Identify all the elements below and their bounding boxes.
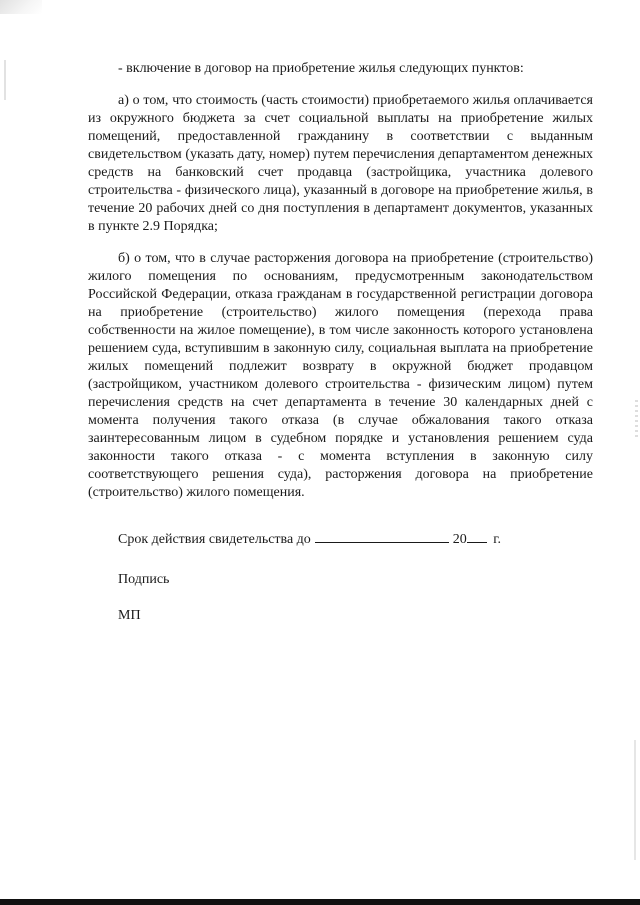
scan-artifact-left-edge — [4, 60, 6, 100]
paragraph-a: а) о том, что стоимость (часть стоимости) приобретаемого жилья оплачивается из окружного бюджета за счет социальной выплаты на приобретение жилых помещений, предоставленной гражданину в соответствии с выданным свидетельством (указать дату, номер) путем перечисления департаментом денежных средств на банковский счет продавца (застройщика, участника долевого строительства - физического лица), указанный в договоре на приобретение жилья, в течение 20 рабочих дней со дня поступления в департамент документов, указанных в пункте 2.9 Порядка; — [88, 93, 593, 234]
scan-artifact-right-edge-lower — [634, 740, 636, 860]
year-blank — [467, 530, 487, 543]
document-body — [88, 60, 593, 625]
scan-artifact-corner — [0, 0, 42, 14]
validity-date-blank — [315, 530, 449, 543]
year-prefix: 20 — [452, 532, 467, 547]
scan-artifact-bottom-edge — [0, 899, 640, 905]
stamp-label: МП — [118, 608, 141, 623]
intro-line: - включение в договор на приобретение жилья следующих пунктов: — [118, 61, 524, 76]
validity-label: Срок действия свидетельства до — [118, 532, 311, 547]
signature-label: Подпись — [118, 572, 170, 587]
validity-term-line — [88, 530, 593, 549]
year-suffix: г. — [493, 532, 501, 547]
paragraph-b: б) о том, что в случае расторжения договора на приобретение (строительство) жилого помещения по основаниям, предусмотренным законодательством Российской Федерации, отказа гражданам в государственной регистрации договора на приобретение (строительство) жилого помещения (перехода права собственности на жилое помещение), в том числе законность которого установлена решением суда, вступившим в законную силу, социальная выплата на приобретение жилых помещений подлежит возврату в окружной бюджет продавцом (застройщиком, участником долевого строительства - физическим лицом) путем перечисления средств на счет департамента в течение 30 календарных дней с момента получения такого отказа (в случае обжалования такого отказа заинтересованным лицом в судебном порядке и установления решением суда законности такого отказа - с момента вступления в законную силу соответствующего решения суда), расторжения договора на приобретение (строительство) жилого помещения. — [88, 251, 593, 500]
scan-artifact-right-edge — [635, 400, 638, 440]
